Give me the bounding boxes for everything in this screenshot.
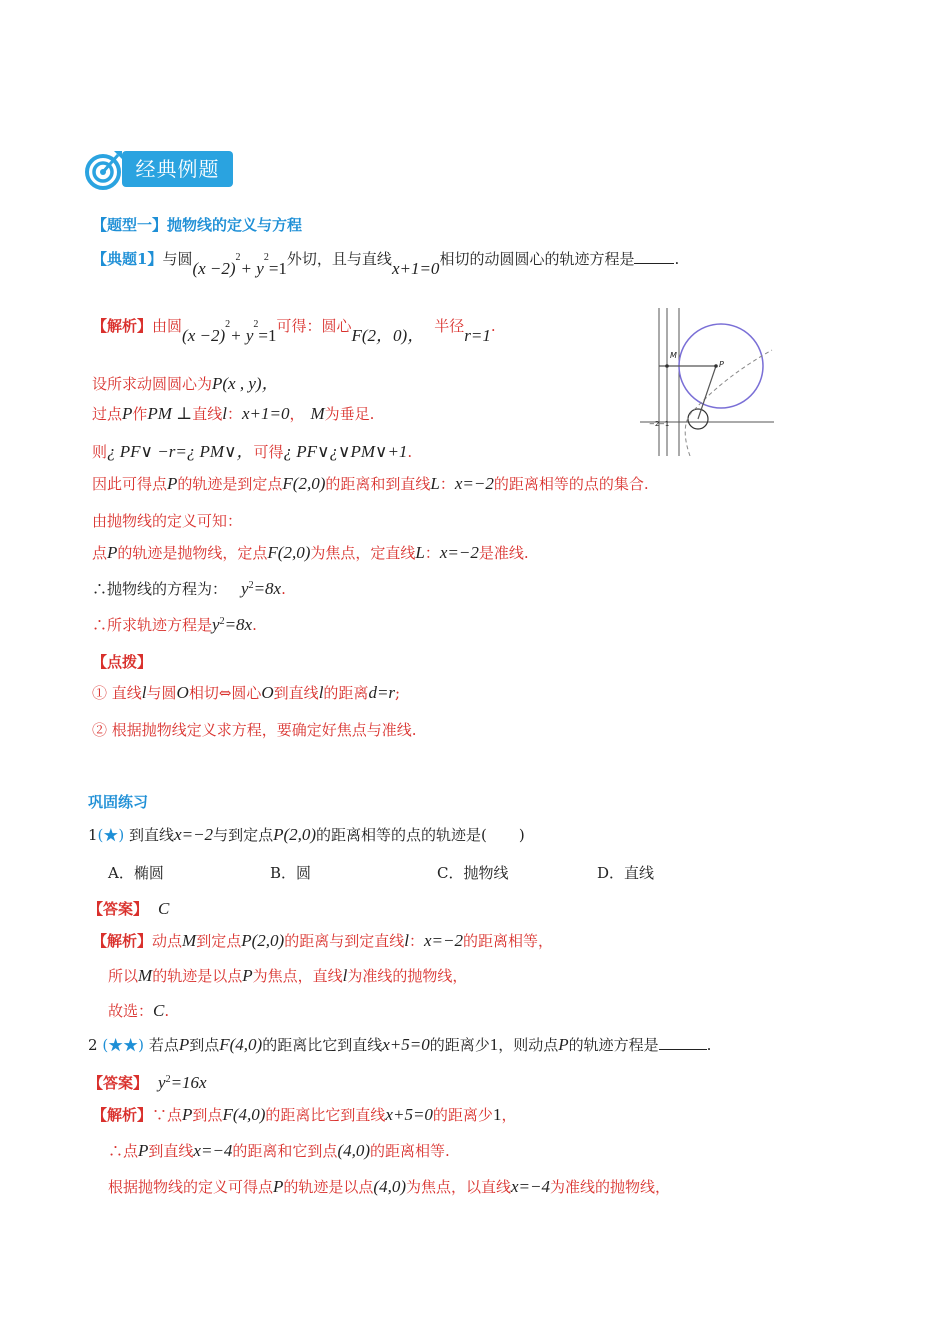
analysis-line-6: 由抛物线的定义可知： [92,512,243,530]
practice-heading: 巩固练习 [88,793,149,811]
practice-q2: 2 (★★) 若点P到点F(4,0)的距离比它到直线x+5=0的距离少1，则动点P的轨迹方程是 . [88,1035,712,1054]
q2-solution-1: 【解析】∵点P到点F(4,0)的距离比它到直线x+5=0的距离少1， [92,1105,517,1124]
analysis-line-4: 则¿ PF∨ −r=¿ PM∨，可得¿ PF∨¿∨PM∨+1. [92,442,413,461]
label-p: P [719,360,724,369]
q1-solution-3: 故选：C. [108,1001,170,1020]
section-banner: 经典例题 [122,151,233,187]
analysis-line-1: 【解析】由圆$(x -2)^2+ y^2=1$可得：圆心F(2，0)， 半径r=1. [92,317,496,345]
option-b: B．圆 [270,864,312,882]
segment-pf [698,366,716,419]
practice-q1: 1(★) 到直线x=−2与到定点P(2,0)的距离相等的点的轨迹是( ) [88,825,525,844]
q1-solution-2: 所以M的轨迹是以点P为焦点，直线l为准线的抛物线， [108,966,468,985]
target-arrow-icon [84,149,124,191]
tip-line-2: ② 根据抛物线定义求方程，要确定好焦点与准线. [92,721,417,739]
tick-neg1: −1 [659,420,670,428]
option-c: C．抛物线 [437,864,509,882]
label-m: M [670,351,677,360]
q2-answer: 【答案】 $y^2=16x$ [88,1073,207,1092]
q1-answer: 【答案】 C [88,899,170,918]
question-tag: 【典题1】 [92,250,163,268]
q1-solution-1: 【解析】动点M到定点P(2,0)的距离与到定直线l：x=−2的距离相等， [92,931,553,950]
option-a: A．椭圆 [108,864,164,882]
option-d: D．直线 [597,864,655,882]
geometry-figure [638,306,774,456]
analysis-line-9: ∴所求轨迹方程是$y^2=8x$. [92,615,257,634]
q2-solution-2: ∴点P到直线x=−4的距离和它到点(4,0)的距离相等. [108,1141,450,1160]
analysis-line-8: ∴抛物线的方程为： $y^2=8x$. [92,579,286,598]
tick-neg2: −2 [649,420,660,428]
analysis-tag: 【解析】 [92,317,153,335]
answer-blank [634,249,674,264]
analysis-line-7: 点P的轨迹是抛物线，定点F(2,0)为焦点，定直线L：x=−2是准线. [92,543,529,562]
type-heading: 【题型一】抛物线的定义与方程 [92,216,303,234]
tip-line-1: ① 直线l与圆O相切⇔圆心O到直线l的距离d=r; [92,683,401,702]
point-m [665,364,669,368]
tip-tag: 【点拨】 [92,653,153,671]
q2-solution-3: 根据抛物线的定义可得点P的轨迹是以点(4,0)为焦点，以直线x=−4为准线的抛物线， [108,1177,671,1196]
example-question: 【典题1】与圆$(x -2)^2+ y^2=1$外切，且与直线x+1=0相切的动圆圆心的轨迹方程是 . [92,250,680,278]
answer-blank [659,1035,707,1050]
point-p [714,364,718,368]
analysis-line-2: 设所求动圆圆心为P(x , y)， [92,374,279,393]
analysis-line-5: 因此可得点P的轨迹是到定点F(2,0)的距离和到直线L：x=−2的距离相等的点的集合. [92,474,649,493]
analysis-line-3: 过点P作PM ⊥直线l：x+1=0， M为垂足. [92,404,375,423]
